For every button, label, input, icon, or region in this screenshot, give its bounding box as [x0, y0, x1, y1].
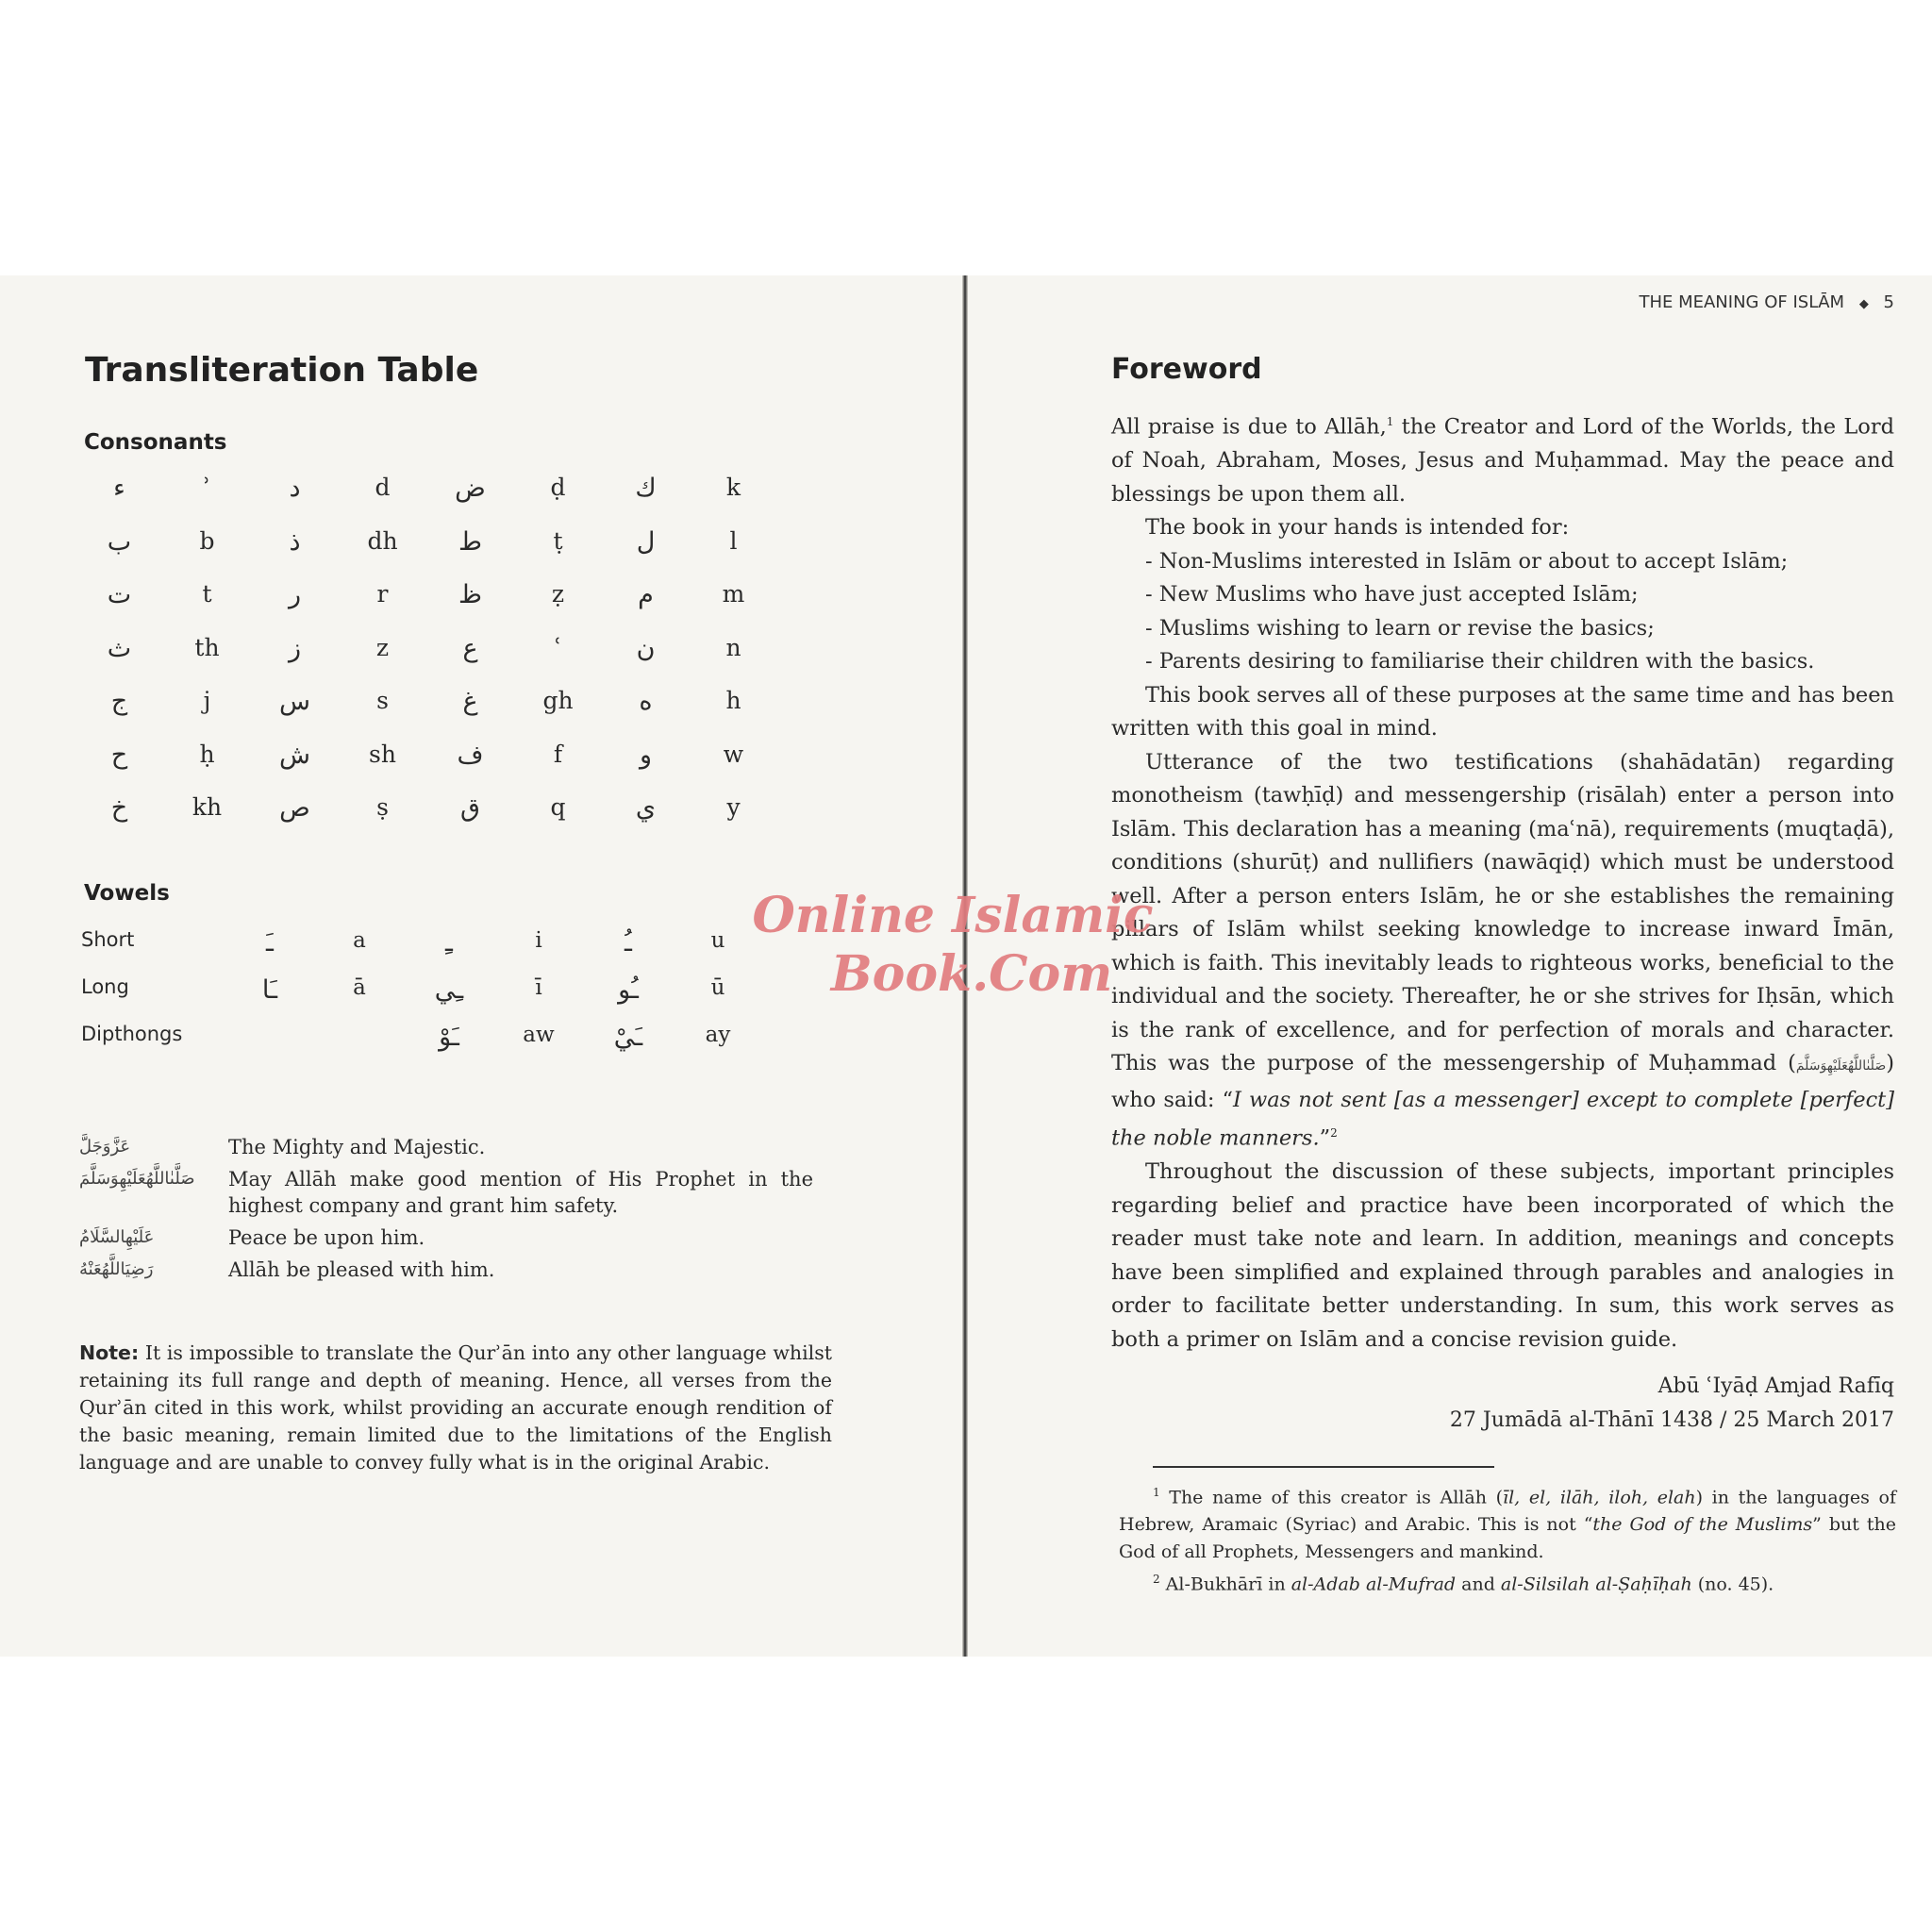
paragraph-5: Throughout the discussion of these subjects, important principles regarding belief and practice have been incorporated of which the reader must take note and learn. In addition, meanings and concepts have been simplified and explained through parables and analogies in order to facilitate better understanding. In sum, this work serves as both a primer on Islām and a concise revision guide.	[1111, 1159, 1894, 1352]
honorific-arabic: عَلَيْهِالسَّلَامُ	[79, 1227, 155, 1247]
arabic-letter: ن	[636, 633, 656, 663]
honorific-arabic: رَضِيَاللَّهُعَنْهُ	[79, 1259, 154, 1279]
paragraph-2: The book in your hands is intended for:	[1145, 515, 1570, 540]
vowel-transliteration: aw	[523, 1023, 555, 1047]
translation-note	[79, 1340, 832, 1476]
vowel-transliteration: ī	[535, 975, 542, 1000]
vowel-transliteration	[308, 1023, 411, 1070]
latin-transliteration: j	[203, 687, 211, 714]
arabic-letter: ك	[635, 474, 657, 503]
arabic-letter: غ	[462, 687, 478, 716]
foreword-body	[1111, 406, 1894, 1357]
arabic-vowel-mark: ـَوْ	[439, 1023, 459, 1052]
watermark	[726, 887, 1179, 1004]
latin-transliteration: m	[722, 580, 745, 608]
latin-transliteration: ʿ	[554, 633, 562, 661]
latin-transliteration: ṭ	[553, 526, 563, 555]
latin-transliteration: q	[550, 793, 566, 821]
latin-transliteration: d	[375, 474, 391, 501]
arabic-letter: ف	[457, 740, 484, 770]
footnote-1: $^1$ The name of this creator is Allāh (īl, el, ilāh, iloh, elah) in the languages of Hebrew, Aramaic (Syriac) and Arabic. This is not “the God of the Muslims” but the God of all Prophets, Messengers and mankind.	[1119, 1486, 1896, 1563]
latin-transliteration: r	[376, 580, 389, 608]
latin-transliteration: l	[729, 526, 738, 555]
arabic-vowel-mark: ـَا	[261, 975, 278, 1005]
arabic-letter: ت	[107, 580, 132, 609]
latin-transliteration: n	[725, 633, 741, 661]
arabic-letter: ض	[455, 474, 486, 503]
latin-transliteration: ṣ	[376, 793, 389, 821]
honorific-meaning: May Allāh make good mention of His Prophet in the highest company and grant him safety.	[228, 1168, 813, 1217]
diamond-separator: ◆	[1858, 297, 1869, 311]
vowels-heading: Vowels	[84, 881, 170, 906]
consonants-heading: Consonants	[84, 430, 227, 455]
latin-transliteration: k	[725, 474, 741, 501]
latin-transliteration: w	[723, 740, 744, 768]
latin-transliteration: b	[199, 526, 215, 555]
list-item: - Muslims wishing to learn or revise the basics;	[1145, 615, 1655, 641]
arabic-letter: ء	[113, 474, 125, 503]
honorific-meaning: The Mighty and Majestic.	[228, 1136, 486, 1158]
latin-transliteration: th	[194, 633, 220, 661]
footnote-ref-1: 1	[1386, 415, 1394, 428]
latin-transliteration: t	[202, 580, 212, 608]
arabic-vowel-mark: ـَيْ	[613, 1023, 643, 1052]
footnote-rule	[1153, 1466, 1494, 1468]
list-item: - Non-Muslims interested in Islām or about to accept Islām;	[1145, 548, 1789, 574]
page-title: Transliteration Table	[85, 351, 479, 390]
consonants-table	[75, 474, 777, 847]
running-head-title: THE MEANING OF ISLĀM	[1639, 292, 1845, 312]
foreword-title: Foreword	[1111, 353, 1262, 386]
footnotes	[1119, 1479, 1896, 1599]
arabic-letter: و	[639, 740, 653, 770]
arabic-letter: ج	[110, 687, 128, 716]
vowels-table	[81, 928, 770, 1070]
vowel-transliteration: u	[710, 928, 725, 953]
arabic-letter: س	[279, 687, 310, 716]
arabic-letter: ل	[636, 526, 656, 557]
list-item: - Parents desiring to familiarise their children with the basics.	[1145, 649, 1815, 674]
vowel-type-label: Dipthongs	[81, 1023, 183, 1045]
note-label: Note:	[79, 1341, 140, 1364]
vowel-transliteration: i	[535, 928, 542, 953]
latin-transliteration: s	[376, 687, 389, 714]
honorific-arabic: صَلَّىٰاللَّهُعَلَيْهِوَسَلَّمَ	[79, 1169, 195, 1189]
honorific-inline: صَلَّىٰاللَّهُعَلَيْهِوَسَلَّمَ	[1795, 1058, 1887, 1074]
vowel-transliteration: ā	[353, 975, 366, 1000]
arabic-letter: ث	[107, 633, 132, 663]
honorific-meaning: Peace be upon him.	[228, 1226, 425, 1249]
latin-transliteration: f	[553, 740, 563, 768]
author-name: Abū ʿIyāḍ Amjad Rafīq	[1657, 1374, 1894, 1398]
latin-transliteration: z	[375, 633, 390, 661]
arabic-vowel-mark	[232, 1023, 308, 1070]
footnote-2: $^2$ Al-Bukhārī in al-Adab al-Mufrad and al-Silsilah al-Ṣaḥīḥah (no. 45).	[1153, 1573, 1774, 1595]
signature-block	[1450, 1370, 1894, 1438]
arabic-letter: ه	[639, 687, 653, 716]
arabic-letter: ي	[635, 793, 657, 823]
watermark-line-1: Online Islamic	[752, 887, 1154, 944]
hadith-quote: I was not sent [as a messenger] except to complete [perfect] the noble manners.	[1111, 1087, 1894, 1151]
latin-transliteration: y	[726, 793, 741, 821]
paragraph-3: This book serves all of these purposes at the same time and has been written with this goal in mind.	[1111, 682, 1894, 741]
latin-transliteration: h	[725, 687, 741, 714]
arabic-letter: ص	[279, 793, 310, 823]
arabic-letter: ز	[288, 633, 302, 663]
arabic-letter: ح	[110, 740, 128, 770]
vowel-transliteration: a	[353, 928, 366, 953]
arabic-vowel-mark: ـَ	[266, 928, 274, 958]
latin-transliteration: dh	[367, 526, 398, 555]
arabic-letter: خ	[110, 793, 128, 823]
paragraph-4: Utterance of the two testifications (shahādatān) regarding monotheism (tawḥīḍ) and messengership (risālah) enter a person into Islām. This declaration has a meaning (maʿnā), requirements (muqtaḍā), conditions (shurūṭ) and nullifiers (nawāqiḍ) which must be understood well. After a person enters Islām, he or she establishes the remaining pillars of Islām whilst seeking knowledge to increase inward Īmān, which is faith. This inevitably leads to righteous works, beneficial to the individual and the society. Thereafter, he or she strives for Iḥsān, which is the rank of excellence, and for perfection of morals and character. This was the purpose of the messengership of Muḥammad (صَلَّىٰاللَّهُعَلَيْهِوَسَلَّمَ) who said: “I was not sent [as a messenger] except to complete [perfect] the noble manners.”$^2$	[1111, 749, 1894, 1151]
latin-transliteration: ẓ	[551, 580, 565, 608]
arabic-vowel-mark: ـُ	[625, 928, 632, 958]
page-number: 5	[1883, 292, 1894, 312]
honorific-arabic: عَزَّوَجَلَّ	[79, 1137, 131, 1157]
vowel-type-label: Long	[81, 975, 129, 998]
arabic-letter: ر	[288, 580, 302, 609]
arabic-letter: ط	[458, 526, 482, 557]
latin-transliteration: kh	[192, 793, 223, 821]
paragraph-1: All praise is due to Allāh,$^1$ the Creator and Lord of the Worlds, the Lord of Noah, Abraham, Moses, Jesus and Muḥammad. May the peace and blessings be upon them all.	[1111, 414, 1894, 507]
arabic-letter: ع	[462, 633, 478, 663]
arabic-letter: د	[289, 474, 301, 503]
note-text: It is impossible to translate the Qurʾān into any other language whilst retaining its full range and depth of meaning. Hence, all verses from the Qurʾān cited in this work, whilst providing an accurate enough rendition of the basic meaning, remain limited due to the limitations of the English language and are unable to convey fully what is in the original Arabic.	[79, 1341, 832, 1474]
latin-transliteration: ʾ	[203, 474, 211, 501]
latin-transliteration: ḥ	[199, 740, 215, 768]
honorific-meaning: Allāh be pleased with him.	[228, 1258, 495, 1281]
date-line: 27 Jumādā al-Thānī 1438 / 25 March 2017	[1449, 1408, 1894, 1432]
arabic-letter: م	[638, 580, 654, 609]
arabic-letter: ظ	[458, 580, 482, 609]
running-head	[1639, 292, 1894, 312]
arabic-letter: ب	[107, 526, 132, 557]
arabic-letter: ق	[460, 793, 480, 823]
footnote-ref-2: 2	[1330, 1126, 1338, 1140]
arabic-vowel-mark: ـُو	[618, 975, 639, 1005]
vowel-type-label: Short	[81, 928, 135, 951]
vowel-transliteration: ū	[710, 975, 725, 1000]
arabic-vowel-mark: ـِ	[445, 928, 453, 958]
arabic-letter: ش	[279, 740, 310, 770]
audience-list	[1111, 545, 1894, 679]
arabic-vowel-mark: ـِي	[434, 975, 464, 1005]
latin-transliteration: ḍ	[550, 474, 566, 501]
list-item: - New Muslims who have just accepted Islām;	[1145, 582, 1639, 607]
arabic-letter: ذ	[289, 526, 301, 557]
latin-transliteration: sh	[369, 740, 396, 768]
latin-transliteration: gh	[542, 687, 574, 714]
watermark-line-2: Book.Com	[830, 945, 1113, 1003]
vowel-transliteration: ay	[705, 1023, 731, 1047]
honorifics-list	[79, 1134, 813, 1283]
